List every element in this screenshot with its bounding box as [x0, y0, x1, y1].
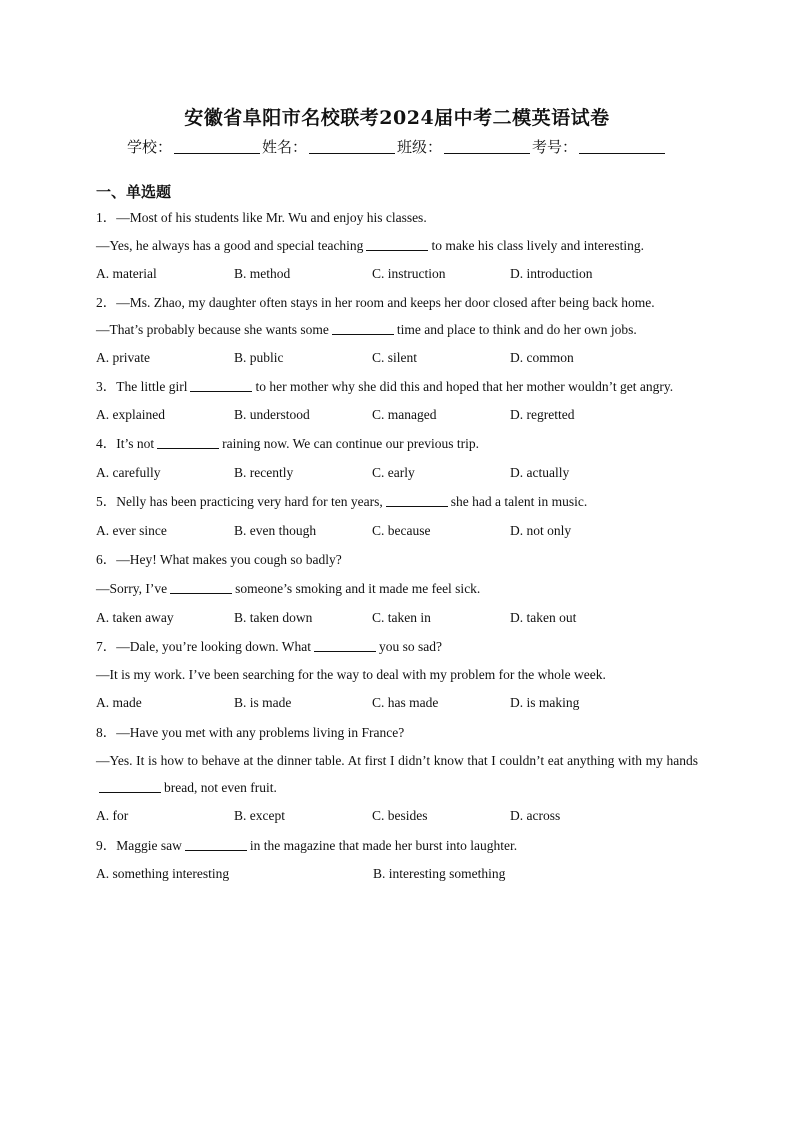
- option-a[interactable]: A. ever since: [96, 522, 167, 538]
- option-a[interactable]: A. taken away: [96, 609, 174, 625]
- section-heading: 一、单选题: [96, 183, 172, 201]
- question-7-dialogue: —It is my work. I’ve been searching for the way to deal with my problem for the whole week.: [96, 667, 606, 682]
- option-c[interactable]: C. early: [372, 464, 415, 480]
- school-blank[interactable]: [174, 139, 260, 154]
- question-9-options: [96, 860, 698, 889]
- class-blank[interactable]: [444, 139, 530, 154]
- question-8-dialogue: —Yes. It is how to behave at the dinner table. At first I didn’t know that I couldn’t eat anything with my handsbread, not even fruit.: [96, 752, 698, 795]
- option-b[interactable]: B. recently: [234, 464, 294, 480]
- option-d[interactable]: D. actually: [510, 464, 570, 480]
- option-a[interactable]: A. carefully: [96, 464, 161, 480]
- option-b[interactable]: B. interesting something: [373, 866, 506, 881]
- option-b[interactable]: B. method: [234, 266, 291, 281]
- answer-blank: [185, 838, 247, 851]
- option-a[interactable]: A. explained: [96, 406, 165, 422]
- answer-blank: [332, 322, 394, 335]
- question-2-stem: 2．—Ms. Zhao, my daughter often stays in her room and keeps her door closed after being back home.: [96, 294, 655, 310]
- question-3-options: [96, 400, 698, 429]
- name-label: 姓名：: [261, 138, 307, 156]
- question-7-stem: 7．—Dale, you’re looking down. What you so sad?: [96, 639, 442, 654]
- option-c[interactable]: C. has made: [372, 695, 439, 710]
- question-5-options: [96, 516, 698, 545]
- question-3-stem: 3．The little girl to her mother why she did this and hoped that her mother wouldn’t get angry.: [96, 378, 674, 394]
- question-9-stem: 9．Maggie saw in the magazine that made her burst into laughter.: [96, 837, 518, 853]
- option-d[interactable]: D. taken out: [510, 609, 577, 625]
- option-d[interactable]: D. is making: [510, 695, 580, 710]
- question-2-dialogue: —That’s probably because she wants some time and place to think and do her own jobs.: [96, 322, 637, 337]
- answer-blank: [190, 379, 252, 392]
- name-blank[interactable]: [309, 139, 395, 154]
- answer-blank: [170, 581, 232, 594]
- option-a[interactable]: A. something interesting: [96, 866, 230, 881]
- question-1-stem: 1．—Most of his students like Mr. Wu and enjoy his classes.: [96, 210, 427, 225]
- option-b[interactable]: B. even though: [234, 522, 317, 538]
- option-c[interactable]: C. besides: [372, 808, 428, 823]
- option-b[interactable]: B. except: [234, 808, 285, 823]
- option-b[interactable]: B. taken down: [234, 609, 313, 625]
- option-d[interactable]: D. regretted: [510, 406, 575, 422]
- option-a[interactable]: A. for: [96, 808, 129, 823]
- question-4-options: [96, 458, 698, 487]
- option-d[interactable]: D. introduction: [510, 266, 593, 281]
- number-label: 考号：: [532, 138, 578, 156]
- question-2-options: [96, 344, 698, 373]
- question-4-stem: 4．It’s not raining now. We can continue our previous trip.: [96, 436, 479, 451]
- question-6-stem: 6．—Hey! What makes you cough so badly?: [96, 552, 342, 567]
- option-c[interactable]: C. because: [372, 522, 431, 538]
- answer-blank: [157, 436, 219, 449]
- answer-blank: [314, 639, 376, 652]
- option-b[interactable]: B. public: [234, 350, 284, 365]
- option-d[interactable]: D. common: [510, 350, 574, 365]
- question-5-stem: 5．Nelly has been practicing very hard for ten years, she had a talent in music.: [96, 494, 588, 509]
- page-title: 安徽省阜阳市名校联考2024届中考二模英语试卷: [184, 107, 610, 129]
- option-d[interactable]: D. not only: [510, 522, 572, 538]
- option-b[interactable]: B. is made: [234, 695, 292, 710]
- question-1-dialogue: —Yes, he always has a good and special teaching to make his class lively and interesting.: [96, 238, 645, 253]
- option-d[interactable]: D. across: [510, 808, 561, 823]
- question-6-options: [96, 603, 698, 632]
- option-c[interactable]: C. taken in: [372, 609, 431, 625]
- question-list: [96, 203, 698, 889]
- option-c[interactable]: C. managed: [372, 406, 437, 422]
- school-label: 学校：: [126, 138, 172, 156]
- option-c[interactable]: C. instruction: [372, 266, 446, 281]
- class-label: 班级：: [397, 138, 443, 156]
- answer-blank: [99, 780, 161, 793]
- question-6-dialogue: —Sorry, I’ve someone’s smoking and it made me feel sick.: [96, 581, 481, 596]
- number-blank[interactable]: [579, 139, 665, 154]
- option-a[interactable]: A. private: [96, 350, 150, 365]
- student-info-line: [0, 136, 794, 157]
- question-7-options: [96, 689, 698, 718]
- answer-blank: [386, 494, 448, 507]
- question-1-options: [96, 260, 698, 289]
- question-8-stem: 8．—Have you met with any problems living in France?: [96, 724, 405, 740]
- option-c[interactable]: C. silent: [372, 350, 418, 365]
- answer-blank: [366, 238, 428, 251]
- question-8-options: [96, 802, 698, 831]
- option-a[interactable]: A. made: [96, 695, 142, 710]
- option-b[interactable]: B. understood: [234, 406, 310, 422]
- option-a[interactable]: A. material: [96, 266, 157, 281]
